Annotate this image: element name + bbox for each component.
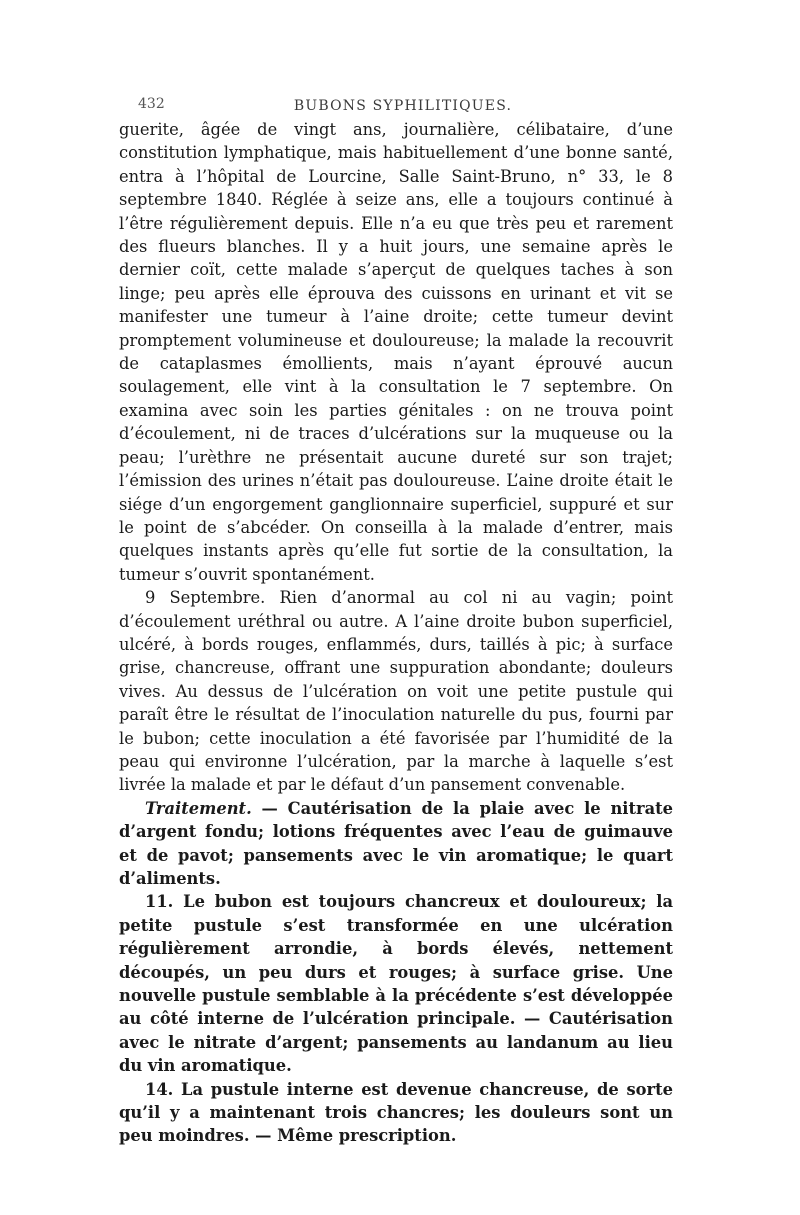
- paragraph-case-history: guerite, âgée de vingt ans, journalière, célibataire, d’une constitution lymphatique, mais habituellement d’une bonne santé, entra à l’hôpital de Lourcine, Salle Saint-Bruno, n° 33, le 8 septembre 1840. Réglée à seize ans, elle a toujours continué à l’être régulièrement depuis. Elle n’a eu que très peu et rarement des flueurs blanches. Il y a huit jours, une semaine après le dernier coït, cette malade s’aperçut de quelques taches à son linge; peu après elle éprouva des cuissons en urinant et vit se manifester une tumeur à l’aine droite; cette tumeur devint promptement volumineuse et douloureuse; la malade la recouvrit de cataplasmes émollients, mais n’ayant éprouvé aucun soulagement, elle vint à la consultation le 7 septembre. On examina avec soin les parties génitales : on ne trouva point d’écoulement, ni de traces d’ulcérations sur la muqueuse ou la peau; l’urèthre ne présentait aucune dureté sur son trajet; l’émission des urines n’était pas douloureuse. L’aine droite était le siége d’un engorgement ganglionnaire superficiel, suppuré et sur le point de s’abcéder. On conseilla à la malade d’entrer, mais quelques instants après qu’elle fut sortie de la consultation, la tumeur s’ouvrit spontanément.: [119, 120, 673, 584]
- body-text: [119, 118, 673, 1148]
- paragraph-day-14: 14. La pustule interne est devenue chancreuse, de sorte qu’il y a maintenant trois chancres; les douleurs sont un peu moindres. — Même prescription.: [119, 1079, 673, 1146]
- treatment-text: — Cautérisation de la plaie avec le nitrate d’argent fondu; lotions fréquentes avec l’eau de guimauve et de pavot; pansements avec le vin aromatique; le quart d’aliments.: [119, 798, 673, 888]
- treatment-heading: Traitement.: [145, 798, 252, 818]
- paragraph-day-11: 11. Le bubon est toujours chancreux et douloureux; la petite pustule s’est transformée en une ulcération régulièrement arrondie, à bords élevés, nettement découpés, un peu durs et rouges; à surface grise. Une nouvelle pustule semblable à la précédente s’est développée au côté interne de l’ulcération principale. — Cautérisation avec le nitrate d’argent; pansements au landanum au lieu du vin aromatique.: [119, 892, 673, 1076]
- running-title: BUBONS SYPHILITIQUES.: [293, 98, 513, 114]
- page-number: 432: [138, 96, 165, 112]
- paragraph-treatment: [119, 797, 673, 891]
- paragraph-september-9: 9 Septembre. Rien d’anormal au col ni au vagin; point d’écoulement uréthral ou autre. A l’aine droite bubon superficiel, ulcéré, à bords rouges, enflammés, durs, taillés à pic; à surface grise, chancreuse, offrant une suppuration abondante; douleurs vives. Au dessus de l’ulcération on voit une petite pustule qui paraît être le résultat de l’inoculation naturelle du pus, fourni par le bubon; cette inoculation a été favorisée par l’humidité de la peau qui environne l’ulcération, par la marche à laquelle s’est livrée la malade et par le défaut d’un pansement convenable.: [119, 588, 673, 795]
- page-header: [138, 96, 668, 120]
